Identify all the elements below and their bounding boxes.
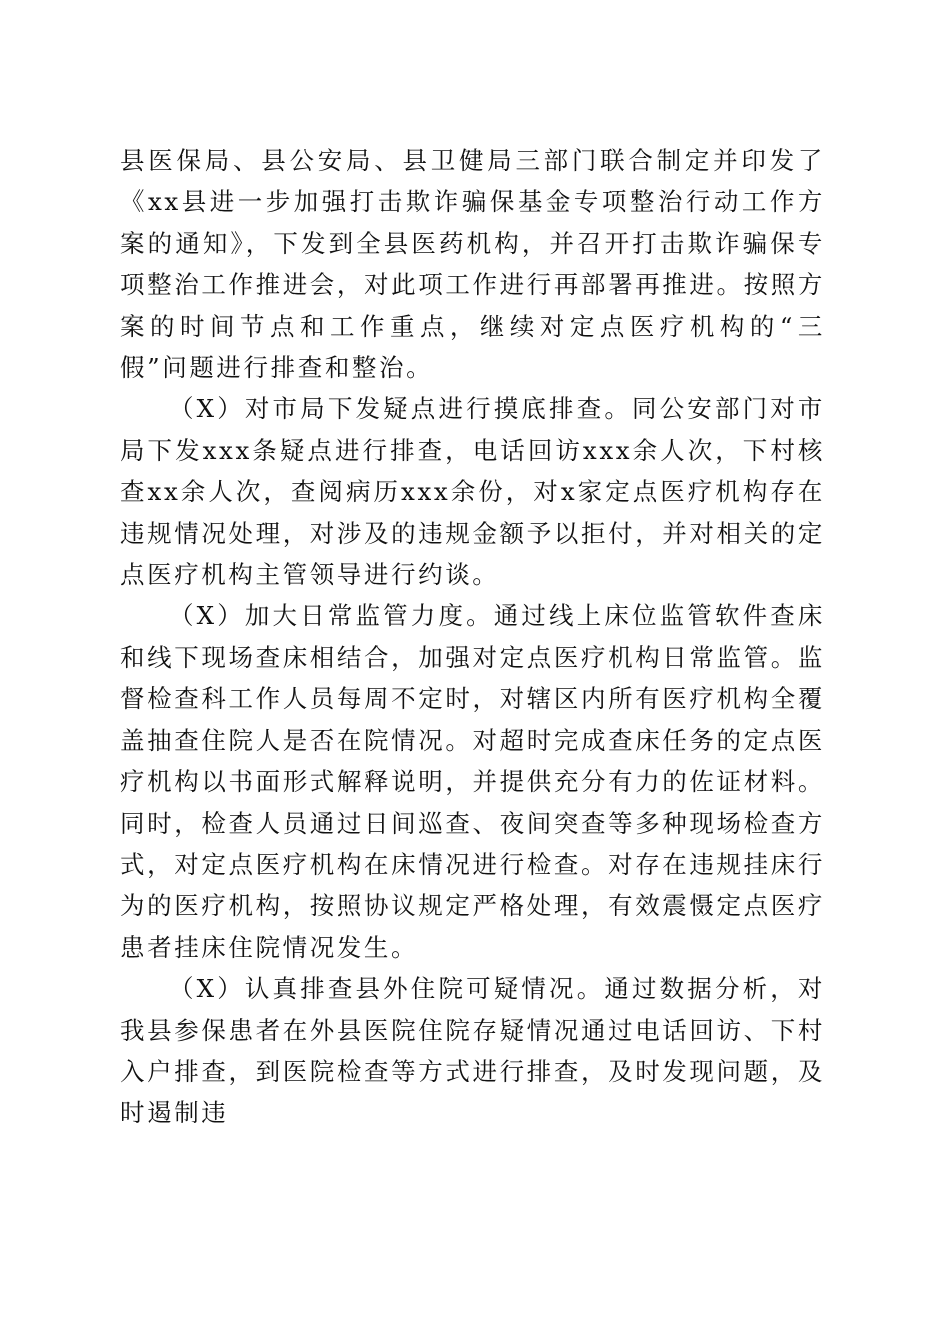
paragraph-suspicious-points: （X）对市局下发疑点进行摸底排查。同公安部门对市局下发xxx条疑点进行排查，电话回访xxx余人次，下村核查xx余人次，查阅病历xxx余份，对x家定点医疗机构存在违规情况处理，对涉及的违规金额予以拒付，并对相关的定点医疗机构主管领导进行约谈。 xyxy=(120,394,825,590)
document-body xyxy=(120,140,825,1134)
paragraph-out-of-county: （X）认真排查县外住院可疑情况。通过数据分析，对我县参保患者在外县医院住院存疑情况通过电话回访、下村入户排查，到医院检查等方式进行排查，及时发现问题，及时遏制违 xyxy=(120,974,825,1128)
paragraph-daily-supervision: （X）加大日常监管力度。通过线上床位监管软件查床和线下现场查床相结合，加强对定点医疗机构日常监管。监督检查科工作人员每周不定时，对辖区内所有医疗机构全覆盖抽查住院人是否在院情况。对超时完成查床任务的定点医疗机构以书面形式解释说明，并提供充分有力的佐证材料。同时，检查人员通过日间巡查、夜间突查等多种现场检查方式，对定点医疗机构在床情况进行检查。对存在违规挂床行为的医疗机构，按照协议规定严格处理，有效震慑定点医疗患者挂床住院情况发生。 xyxy=(120,601,825,962)
paragraph-continuation: 县医保局、县公安局、县卫健局三部门联合制定并印发了《xx县进一步加强打击欺诈骗保基金专项整治行动工作方案的通知》，下发到全县医药机构，并召开打击欺诈骗保专项整治工作推进会，对此项工作进行再部署再推进。按照方案的时间节点和工作重点，继续对定点医疗机构的“三假”问题进行排查和整治。 xyxy=(120,146,825,383)
